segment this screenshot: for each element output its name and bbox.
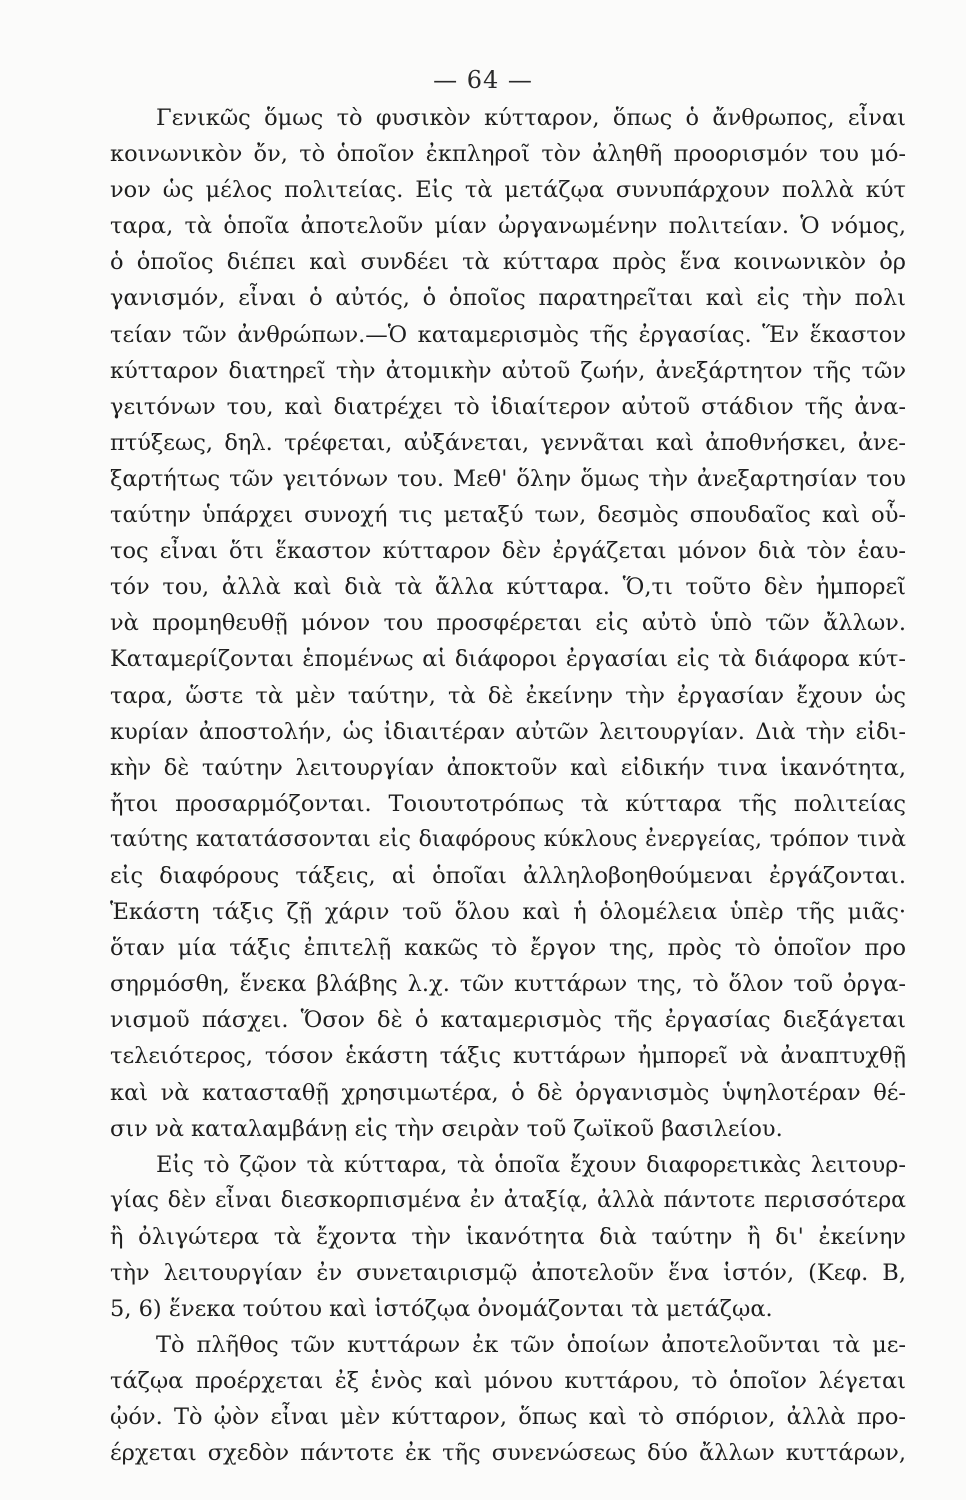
text-line: σιν νὰ καταλαμβάνῃ εἰς τὴν σειρὰν τοῦ ζωϊκοῦ βασιλείου.	[110, 1115, 783, 1142]
text-line: κυρίαν ἀποστολήν, ὡς ἰδιαιτέραν αὐτῶν λειτουργίαν. Διὰ τὴν εἰδι-	[110, 718, 906, 745]
text-line: νισμοῦ πάσχει. Ὅσον δὲ ὁ καταμερισμὸς τῆς ἐργασίας διεξάγεται	[110, 1007, 906, 1034]
text-line: κύτταρον διατηρεῖ τὴν ἀτομικὴν αὐτοῦ ζωήν, ἀνεξάρτητον τῆς τῶν	[110, 357, 906, 384]
text-line: ᾠόν. Τὸ ᾠὸν εἶναι μὲν κύτταρον, ὅπως καὶ τὸ σπόριον, ἀλλὰ προ-	[110, 1404, 906, 1431]
body-text	[110, 100, 906, 1472]
text-line: εἰς διαφόρους τάξεις, αἱ ὁποῖαι ἀλληλοβοηθούμεναι ἐργάζονται.	[110, 862, 906, 889]
text-line: τάζῳα προέρχεται ἐξ ἑνὸς καὶ μόνου κυττάρου, τὸ ὁποῖον λέγεται	[110, 1368, 906, 1395]
text-line: ξαρτήτως τῶν γειτόνων του. Μεθ' ὅλην ὅμως τὴν ἀνεξαρτησίαν του	[110, 465, 906, 492]
text-line: Εἰς τὸ ζῷον τὰ κύτταρα, τὰ ὁποῖα ἔχουν διαφορετικὰς λειτουρ-	[156, 1151, 906, 1178]
text-line: γειτόνων του, καὶ διατρέχει τὸ ἰδιαίτερον αὐτοῦ στάδιον τῆς ἀνα-	[110, 393, 906, 420]
text-line: ἤτοι προσαρμόζονται. Τοιουτοτρόπως τὰ κύτταρα τῆς πολιτείας	[110, 790, 906, 817]
text-line: 5, 6) ἕνεκα τούτου καὶ ἱστόζῳα ὀνομάζονται τὰ μετάζῳα.	[110, 1296, 773, 1323]
text-line: νον ὡς μέλος πολιτείας. Εἰς τὰ μετάζῳα συνυπάρχουν πολλὰ κύτ	[110, 177, 906, 204]
text-line: Γενικῶς ὅμως τὸ φυσικὸν κύτταρον, ὅπως ὁ ἄνθρωπος, εἶναι	[156, 105, 906, 131]
text-line: καὶ νὰ κατασταθῇ χρησιμωτέρα, ὁ δὲ ὀργανισμὸς ὑψηλοτέραν θέ-	[110, 1079, 906, 1106]
text-line: Τὸ πλῆθος τῶν κυττάρων ἐκ τῶν ὁποίων ἀποτελοῦνται τὰ με-	[156, 1332, 906, 1359]
text-line: έρχεται σχεδὸν πάντοτε ἐκ τῆς συνενώσεως δύο ἄλλων κυττάρων,	[110, 1440, 906, 1467]
text-line: τόν του, ἀλλὰ καὶ διὰ τὰ ἄλλα κύτταρα. Ὅ,τι τοῦτο δὲν ἠμπορεῖ	[110, 574, 906, 601]
text-line: τείαν τῶν ἀνθρώπων.—Ὁ καταμερισμὸς τῆς ἐργασίας. Ἕν ἕκαστον	[110, 321, 906, 348]
text-line: ταρα, τὰ ὁποῖα ἀποτελοῦν μίαν ὠργανωμένην πολιτείαν. Ὁ νόμος,	[110, 213, 906, 240]
text-line: κὴν δὲ ταύτην λειτουργίαν ἀποκτοῦν καὶ εἰδικήν τινα ἱκανότητα,	[110, 754, 906, 781]
text-line: σηρμόσθη, ἕνεκα βλάβης λ.χ. τῶν κυττάρων της, τὸ ὅλον τοῦ ὀργα-	[110, 971, 906, 998]
text-line: πτύξεως, δηλ. τρέφεται, αὐξάνεται, γεννᾶται καὶ ἀποθνήσκει, ἀνε-	[110, 429, 906, 456]
page-number: — 64 —	[433, 66, 533, 94]
text-line: τελειότερος, τόσον ἑκάστη τάξις κυττάρων ἠμπορεῖ νὰ ἀναπτυχθῇ	[110, 1043, 906, 1070]
text-line: κοινωνικὸν ὄν, τὸ ὁποῖον ἐκπληροῖ τὸν ἀληθῆ προορισμόν του μό-	[110, 141, 906, 168]
text-line: ὅταν μία τάξις ἐπιτελῇ κακῶς τὸ ἔργον της, πρὸς τὸ ὁποῖον προ	[110, 935, 906, 962]
text-line: γανισμόν, εἶναι ὁ αὐτός, ὁ ὁποῖος παρατηρεῖται καὶ εἰς τὴν πολι	[110, 285, 906, 312]
text-line: ὁ ὁποῖος διέπει καὶ συνδέει τὰ κύτταρα πρὸς ἕνα κοινωνικὸν ὀρ	[110, 249, 906, 276]
text-line: γίας δὲν εἶναι διεσκορπισμένα ἐν ἀταξίᾳ, ἀλλὰ πάντοτε περισσότερα	[110, 1187, 906, 1213]
text-line: ταύτην ὑπάρχει συνοχή τις μεταξύ των, δεσμὸς σπουδαῖος καὶ οὗ-	[110, 502, 906, 529]
text-line: τος εἶναι ὅτι ἕκαστον κύτταρον δὲν ἐργάζεται μόνον διὰ τὸν ἑαυ-	[110, 538, 906, 565]
text-line: ἢ ὀλιγώτερα τὰ ἔχοντα τὴν ἱκανότητα διὰ ταύτην ἢ δι' ἐκείνην	[110, 1223, 906, 1250]
text-line: Καταμερίζονται ἑπομένως αἱ διάφοροι ἐργασίαι εἰς τὰ διάφορα κύτ-	[110, 646, 906, 673]
text-line: νὰ προμηθευθῇ μόνον του προσφέρεται εἰς αὐτὸ ὑπὸ τῶν ἄλλων.	[110, 610, 906, 637]
text-line: Ἑκάστη τάξις ζῇ χάριν τοῦ ὅλου καὶ ἡ ὁλομέλεια ὑπὲρ τῆς μιᾶς·	[110, 899, 906, 926]
text-line: ταύτης κατατάσσονται εἰς διαφόρους κύκλους ἐνεργείας, τρόπον τινὰ	[110, 826, 906, 852]
text-line: ταρα, ὥστε τὰ μὲν ταύτην, τὰ δὲ ἐκείνην τὴν ἐργασίαν ἔχουν ὡς	[110, 682, 906, 709]
text-line: τὴν λειτουργίαν ἐν συνεταιρισμῷ ἀποτελοῦν ἕνα ἱστόν, (Κεφ. Β,	[110, 1260, 906, 1286]
